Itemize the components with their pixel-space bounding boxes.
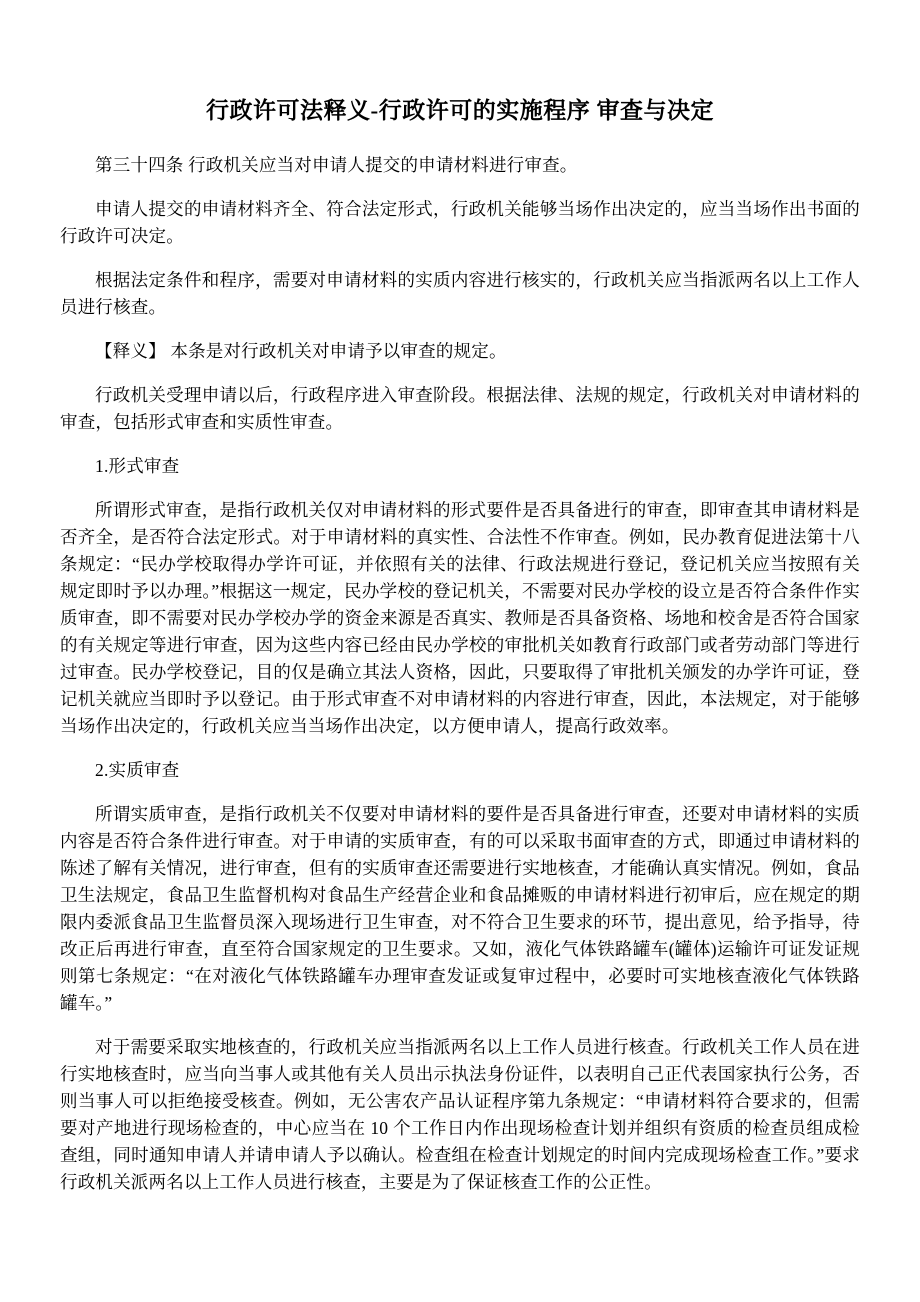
paragraph-substantive-review-detail: 所谓实质审查，是指行政机关不仅要对申请材料的要件是否具备进行审查，还要对申请材料的实质内容是否符合条件进行审查。对于申请的实质审查，有的可以采取书面审查的方式，即通过申请材料的陈述了解有关情况，进行审查，但有的实质审查还需要进行实地核查，才能确认真实情况。例如，食品卫生法规定，食品卫生监督机构对食品生产经营企业和食品摊贩的申请材料进行初审后，应在规定的期限内委派食品卫生监督员深入现场进行卫生审查，对不符合卫生要求的环节，提出意见，给予指导，待改正后再进行审查，直至符合国家规定的卫生要求。又如，液化气体铁路罐车(罐体)运输许可证发证规则第七条规定：“在对液化气体铁路罐车办理审查发证或复审过程中，必要时可实地核查液化气体铁路罐车。” — [60, 804, 860, 1013]
heading-formal-review: 1.形式审查 — [95, 456, 180, 476]
paragraph-onsite-verification: 对于需要采取实地核查的，行政机关应当指派两名以上工作人员进行核查。行政机关工作人员在进行实地核查时，应当向当事人或其他有关人员出示执法身份证件，以表明自己正代表国家执行公务，否则当事人可以拒绝接受核查。例如，无公害农产品认证程序第九条规定：“申请材料符合要求的，但需要对产地进行现场检查的，中心应当在 10 个工作日内作出现场检查计划并组织有资质的检查员组成检查组，同时通知申请人并请申请人予以确认。检查组在检查计划规定的时间内完成现场检查工作。”要求行政机关派两名以上工作人员进行核查，主要是为了保证核查工作的公正性。 — [60, 1037, 860, 1192]
paragraph-interpretation-intro: 【释义】 本条是对行政机关对申请予以审查的规定。 — [95, 341, 507, 361]
page-title: 行政许可法释义-行政许可的实施程序 审查与决定 — [206, 98, 714, 123]
paragraph-onsite-decision: 申请人提交的申请材料齐全、符合法定形式，行政机关能够当场作出决定的，应当当场作出书面的行政许可决定。 — [60, 199, 860, 246]
paragraph-review-stage: 行政机关受理申请以后，行政程序进入审查阶段。根据法律、法规的规定，行政机关对申请材料的审查，包括形式审查和实质性审查。 — [60, 385, 860, 432]
paragraph-article-34: 第三十四条 行政机关应当对申请人提交的申请材料进行审查。 — [95, 155, 578, 175]
paragraph-formal-review-detail: 所谓形式审查，是指行政机关仅对申请材料的形式要件是否具备进行的审查，即审查其申请材料是否齐全，是否符合法定形式。对于申请材料的真实性、合法性不作审查。例如，民办教育促进法第十八条规定：“民办学校取得办学许可证，并依照有关的法律、行政法规进行登记，登记机关应当按照有关规定即时予以办理。”根据这一规定，民办学校的登记机关，不需要对民办学校的设立是否符合条件作实质审查，即不需要对民办学校办学的资金来源是否真实、教师是否具备资格、场地和校舍是否符合国家的有关规定等进行审查，因为这些内容已经由民办学校的审批机关如教育行政部门或者劳动部门等进行过审查。民办学校登记，目的仅是确立其法人资格，因此，只要取得了审批机关颁发的办学许可证，登记机关就应当即时予以登记。由于形式审查不对申请材料的内容进行审查，因此，本法规定，对于能够当场作出决定的，行政机关应当当场作出决定，以方便申请人，提高行政效率。 — [60, 500, 860, 736]
heading-substantive-review: 2.实质审查 — [95, 760, 180, 780]
paragraph-verification-requirement: 根据法定条件和程序，需要对申请材料的实质内容进行核实的，行政机关应当指派两名以上工作人员进行核查。 — [60, 270, 860, 317]
